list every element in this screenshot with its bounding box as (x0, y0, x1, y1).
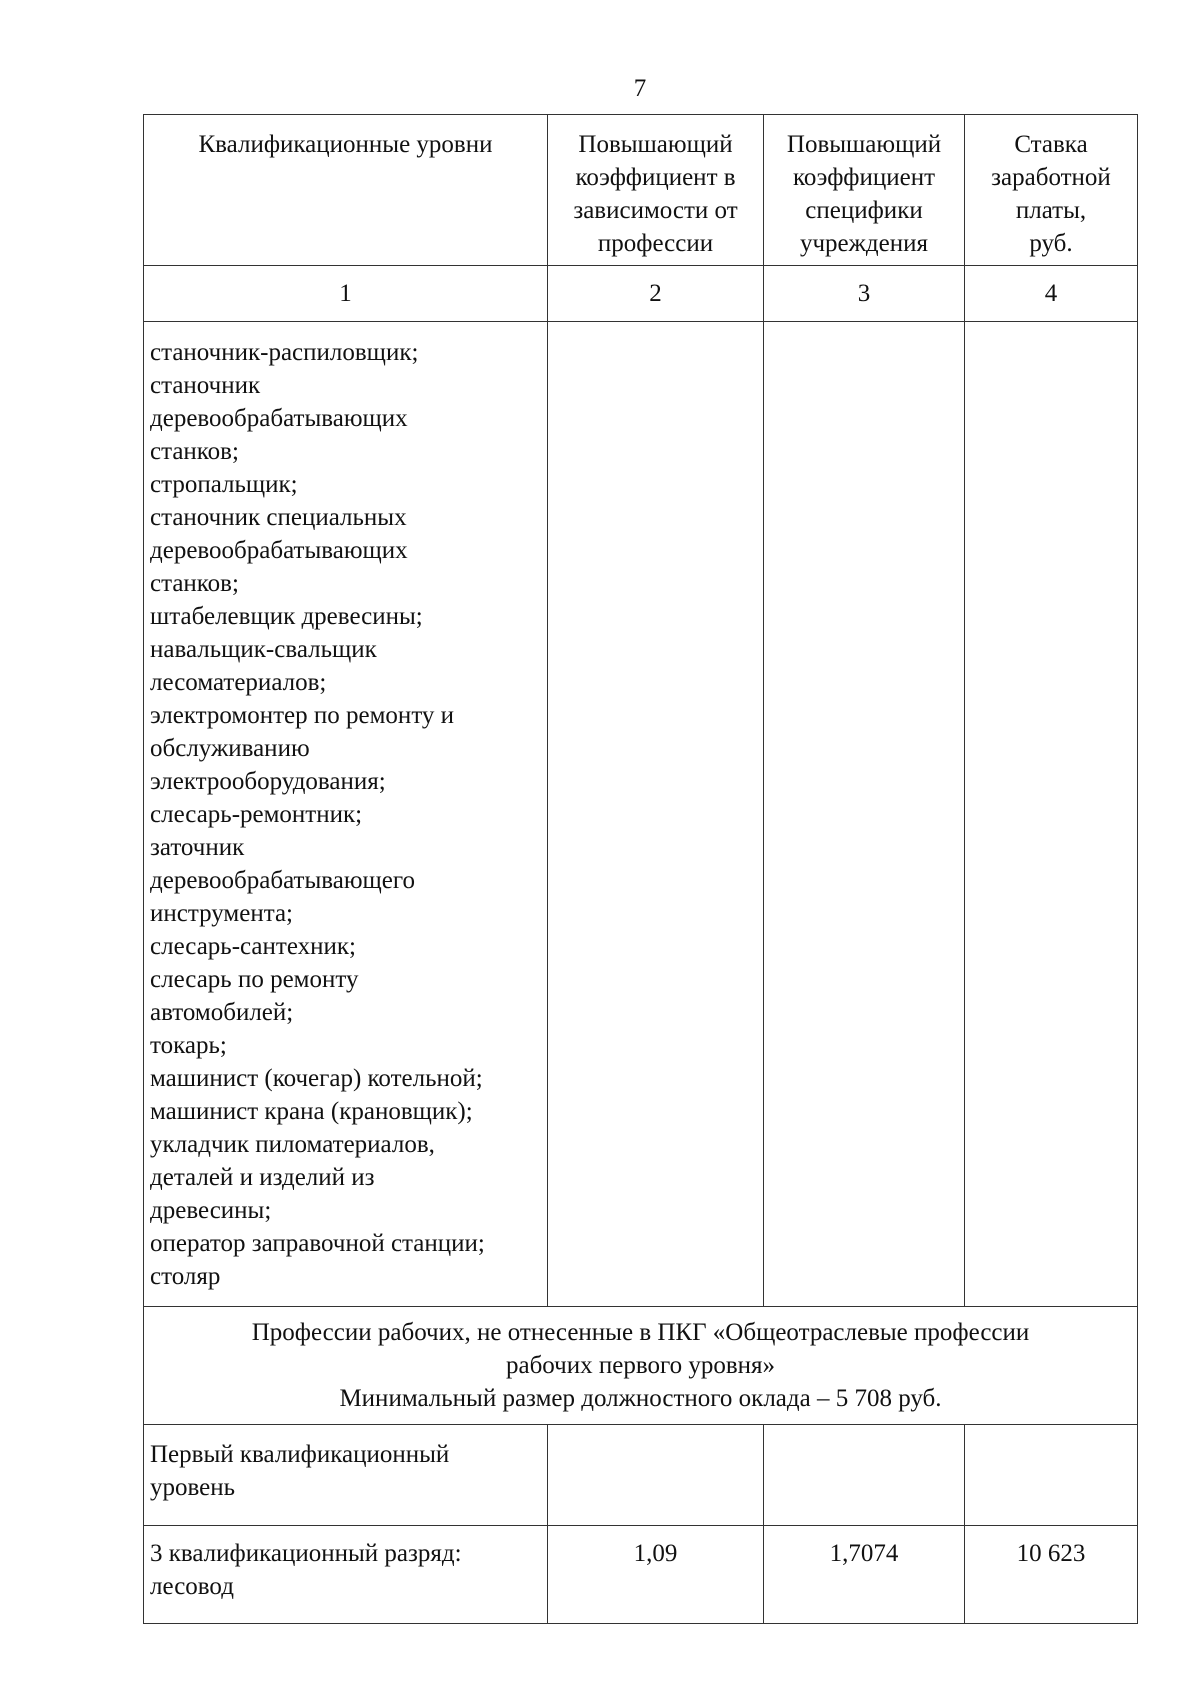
profession-line: оператор заправочной станции; (150, 1230, 485, 1257)
header-coef-institution: Повышающий коэффициент специфики учреждения (764, 115, 965, 266)
profession-line: укладчик пиломатериалов, (150, 1131, 435, 1158)
profession-line: электромонтер по ремонту и (150, 702, 455, 729)
profession-line: машинист крана (крановщик); (150, 1098, 473, 1125)
profession-line: слесарь по ремонту (150, 966, 359, 993)
profession-line: стропальщик; (150, 471, 298, 498)
column-number: 4 (965, 266, 1138, 322)
profession-line: деревообрабатывающих (150, 537, 408, 564)
profession-line: обслуживанию (150, 735, 310, 762)
profession-line: слесарь-сантехник; (150, 933, 356, 960)
professions-row (144, 322, 1138, 1307)
section-title-line: Профессии рабочих, не отнесенные в ПКГ «Общеотраслевые профессии (251, 1319, 1030, 1346)
profession-line: деревообрабатывающих (150, 405, 408, 432)
table-header-row (144, 115, 1138, 266)
profession-line: навальщик-свальщик (150, 636, 377, 663)
empty-cell (548, 1425, 764, 1526)
column-number: 1 (144, 266, 548, 322)
header-qualification-levels: Квалификационные уровни (144, 115, 548, 266)
profession-line: токарь; (150, 1032, 227, 1059)
profession-line: столяр (150, 1263, 221, 1290)
profession-line: станков; (150, 570, 239, 597)
empty-cell (965, 1425, 1138, 1526)
profession-line: деревообрабатывающего (150, 867, 415, 894)
section-min-salary: Минимальный размер должностного оклада – 5 708 руб. (339, 1385, 942, 1412)
profession-line: машинист (кочегар) котельной; (150, 1065, 483, 1092)
empty-cell (764, 1425, 965, 1526)
grade-name-cell: 3 квалификационный разряд: лесовод (144, 1526, 548, 1624)
page-number: 7 (633, 75, 647, 102)
section-header-row (144, 1307, 1138, 1425)
profession-line: станочник (150, 372, 261, 399)
section-header-cell (144, 1307, 1138, 1425)
professions-list-cell (144, 322, 548, 1307)
salary-rate-value: 10 623 (965, 1526, 1138, 1624)
level-row (144, 1425, 1138, 1526)
profession-line: станков; (150, 438, 239, 465)
column-number: 3 (764, 266, 965, 322)
level-name-cell: Первый квалификационный уровень (144, 1425, 548, 1526)
header-coef-profession: Повышающий коэффициент в зависимости от профессии (548, 115, 764, 266)
coef-profession-value: 1,09 (548, 1526, 764, 1624)
salary-table (143, 114, 1138, 1624)
profession-line: древесины; (150, 1197, 272, 1224)
column-number-row (144, 266, 1138, 322)
coef-institution-value: 1,7074 (764, 1526, 965, 1624)
profession-line: лесоматериалов; (150, 669, 327, 696)
section-title-line: рабочих первого уровня» (505, 1352, 776, 1379)
header-salary-rate: Ставка заработной платы, руб. (965, 115, 1138, 266)
profession-line: станочник специальных (150, 504, 407, 531)
empty-cell (548, 322, 764, 1307)
profession-line: заточник (150, 834, 245, 861)
profession-line: деталей и изделий из (150, 1164, 375, 1191)
profession-line: электрооборудования; (150, 768, 386, 795)
empty-cell (764, 322, 965, 1307)
profession-line: станочник-распиловщик; (150, 339, 419, 366)
profession-line: штабелевщик древесины; (150, 603, 423, 630)
profession-line: слесарь-ремонтник; (150, 801, 363, 828)
grade-row (144, 1526, 1138, 1624)
empty-cell (965, 322, 1138, 1307)
profession-line: автомобилей; (150, 999, 294, 1026)
profession-line: инструмента; (150, 900, 293, 927)
column-number: 2 (548, 266, 764, 322)
